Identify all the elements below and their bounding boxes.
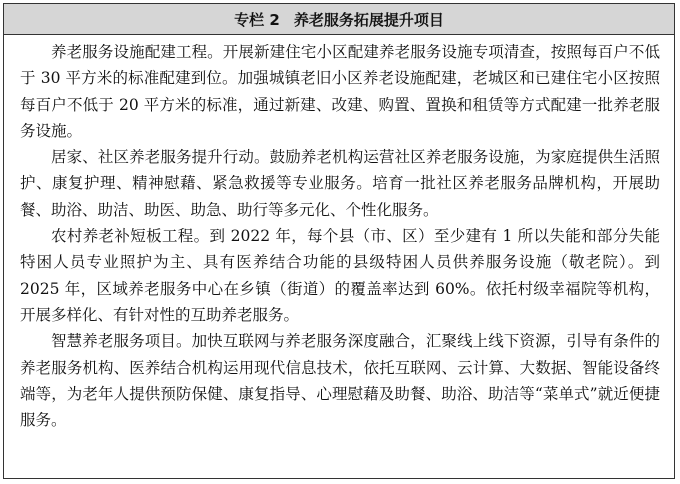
paragraph-smart-elderly-care: 智慧养老服务项目。加快互联网与养老服务深度融合，汇聚线上线下资源，引导有条件的养老服务机构、医养结合机构运用现代信息技术，依托互联网、云计算、大数据、智能设备终端等，为老年人提供预防保健、康复指导、心理慰藉及助餐、助浴、助洁等“菜单式”就近便捷服务。 [20, 332, 660, 430]
box-content [4, 35, 674, 433]
box-label: 专栏 2 [234, 10, 280, 29]
box-title: 养老服务拓展提升项目 [293, 10, 444, 29]
paragraph-rural-elderly-care: 农村养老补短板工程。到 2022 年，每个县（市、区）至少建有 1 所以失能和部分失能特困人员专业照护为主、具有医养结合功能的县级特困人员供养服务设施（敬老院）。到 2025 年，区域养老服务中心在乡镇（街道）的覆盖率达到 60%。依托村级幸福院等机构，开展多样化、有针对性的互助养老服务。 [20, 227, 660, 324]
paragraph-home-community-service: 居家、社区养老服务提升行动。鼓励养老机构运营社区养老服务设施，为家庭提供生活照护、康复护理、精神慰藉、紧急救援等专业服务。培育一批社区养老服务品牌机构，开展助餐、助浴、助洁、助医、助急、助行等多元化、个性化服务。 [20, 148, 660, 219]
paragraph-facility-construction: 养老服务设施配建工程。开展新建住宅小区配建养老服务设施专项清查，按照每百户不低于 30 平方米的标准配建到位。加强城镇老旧小区养老设施配建，老城区和已建住宅小区按照每百户不低于 20 平方米的标准，通过新建、改建、购置、置换和租赁等方式配建一批养老服务设施。 [20, 43, 660, 140]
box-header [4, 4, 674, 35]
feature-box [3, 3, 675, 479]
